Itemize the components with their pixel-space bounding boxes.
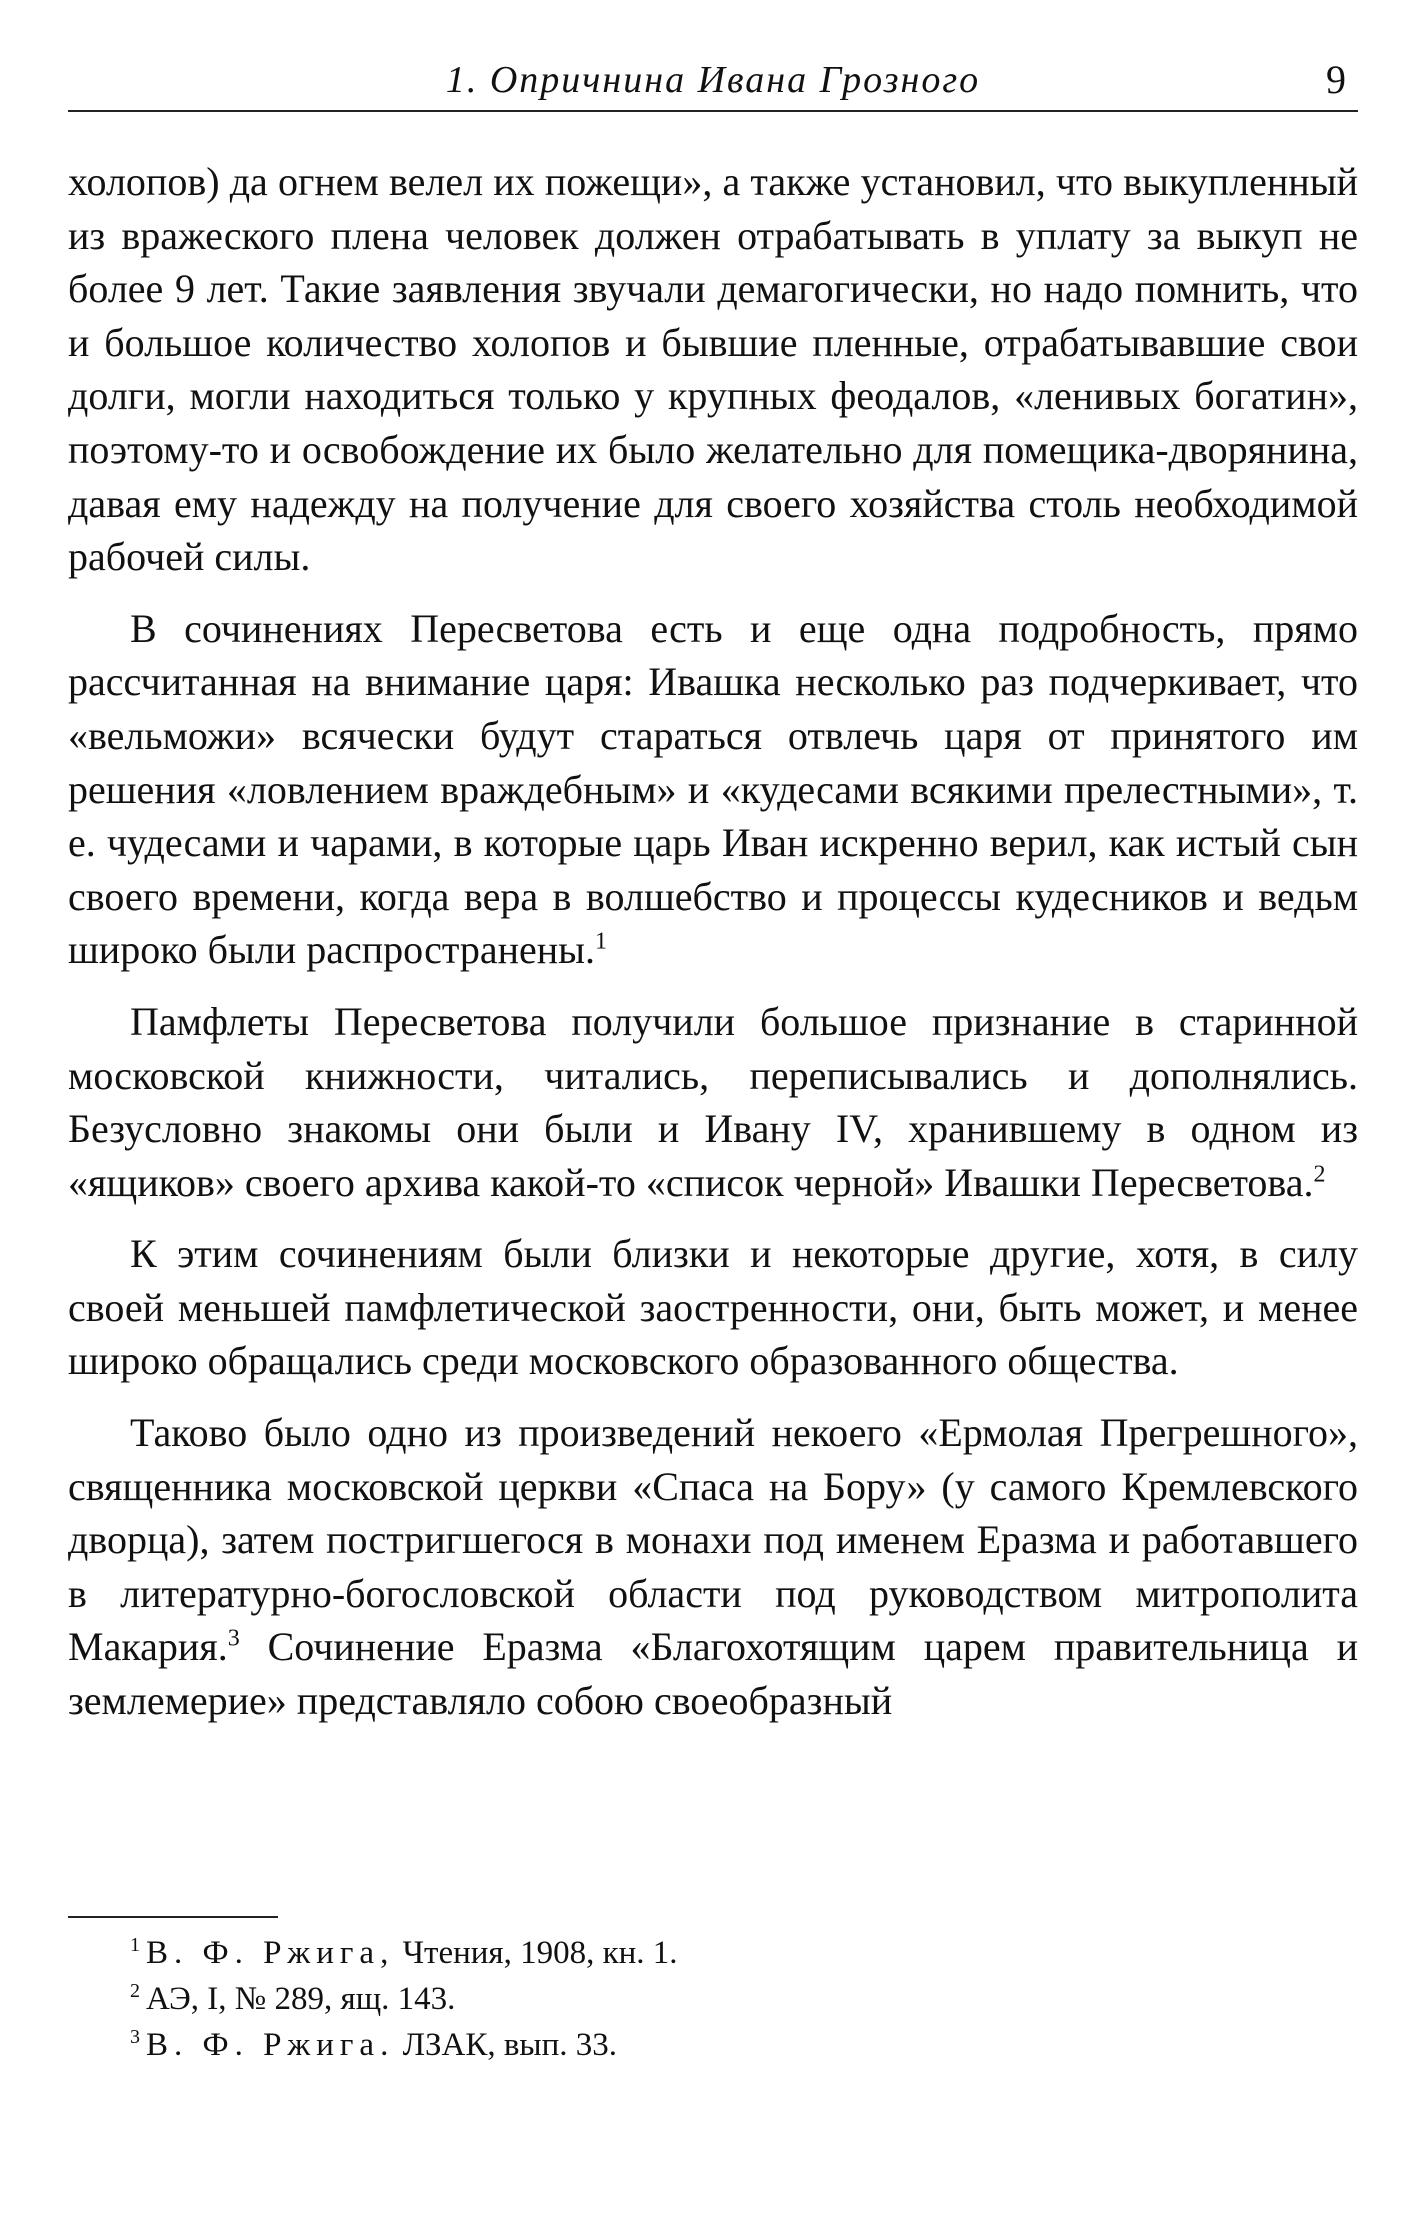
footnote-1 — [68, 1930, 1358, 1976]
paragraph-2 — [68, 602, 1358, 977]
footnote-author: В. Ф. Ржига, — [146, 1935, 395, 1971]
header-rule — [68, 110, 1358, 112]
paragraph-1 — [68, 155, 1358, 584]
page-number: 9 — [1326, 57, 1346, 102]
paragraph-text: Памфлеты Пересветова получили большое признание в старинной московской книжности, читались, переписывались и дополнялись. Безусловно знакомы они были и Ивану IV, хранившему в одном из «ящиков» своего архива какой-то «список черной» Ивашки Пересветова. — [68, 998, 1358, 1205]
paragraph-5 — [68, 1406, 1358, 1728]
paragraph-text: В сочинениях Пересветова есть и еще одна подробность, прямо рассчитанная на внимание царя: Ивашка несколько раз подчеркивает, что «вельможи» всячески будут стараться отвлечь царя от принятого им решения «ловлением враждебным» и «кудесами всякими прелестными», т. е. чудесами и чарами, в которые царь Иван искренно верил, как истый сын своего времени, когда вера в волшебство и процессы кудесников и ведьм широко были распространены. — [68, 605, 1358, 973]
paragraph-text: Таково было одно из произведений некоего «Ермолая Прегрешного», священника московской церкви «Спаса на Бору» (у самого Кремлевского дворца), затем постригшегося в монахи под именем Еразма и работавшего в литературно-богословской области под руководством митрополита Макария. — [68, 1410, 1358, 1670]
footnote-mark: 2 — [130, 1980, 140, 2002]
footnote-text: ЛЗАК, вып. 33. — [394, 2027, 617, 2063]
paragraph-3 — [68, 995, 1358, 1209]
footnote-ref-3: 3 — [227, 1626, 240, 1653]
footnotes — [68, 1930, 1358, 2068]
footnote-ref-2: 2 — [1313, 1161, 1326, 1188]
paragraph-text: К этим сочинениям были близки и некоторые другие, хотя, в силу своей меньшей памфлетической заостренности, они, быть может, и менее широко обращались среди московского образованного общества. — [68, 1231, 1358, 1384]
footnote-author: В. Ф. Ржига. — [146, 2027, 395, 2063]
paragraph-text: холопов) да огнем велел их пожещи», а также установил, что выкупленный из вражеского плена человек должен отрабатывать в уплату за выкуп не более 9 лет. Такие заявления звучали демагогически, но надо помнить, что и большое количество холопов и бывшие пленные, отрабатывавшие свои долги, могли находиться только у крупных феодалов, «ленивых богатин», поэтому-то и освобождение их было желательно для помещика-дворянина, давая ему надежду на получение для своего хозяйства столь необходимой рабочей силы. — [68, 159, 1358, 580]
footnote-mark: 3 — [130, 2026, 140, 2048]
footnote-2 — [68, 1976, 1358, 2022]
running-head — [68, 52, 1358, 108]
paragraph-4 — [68, 1227, 1358, 1388]
footnote-rule — [68, 1916, 278, 1918]
running-title: 1. Опричнина Ивана Грозного — [445, 59, 981, 101]
footnote-text: АЭ, I, № 289, ящ. 143. — [146, 1981, 456, 2017]
paragraph-text-tail: Сочинение Еразма «Благохотящим царем правительница и землемерие» представляло собою своеобразный — [68, 1624, 1358, 1724]
footnote-text: Чтения, 1908, кн. 1. — [394, 1935, 678, 1971]
book-page — [68, 0, 1358, 2231]
footnote-ref-1: 1 — [595, 928, 608, 955]
footnote-mark: 1 — [130, 1934, 140, 1956]
body-text — [68, 155, 1358, 1746]
footnote-3 — [68, 2022, 1358, 2068]
